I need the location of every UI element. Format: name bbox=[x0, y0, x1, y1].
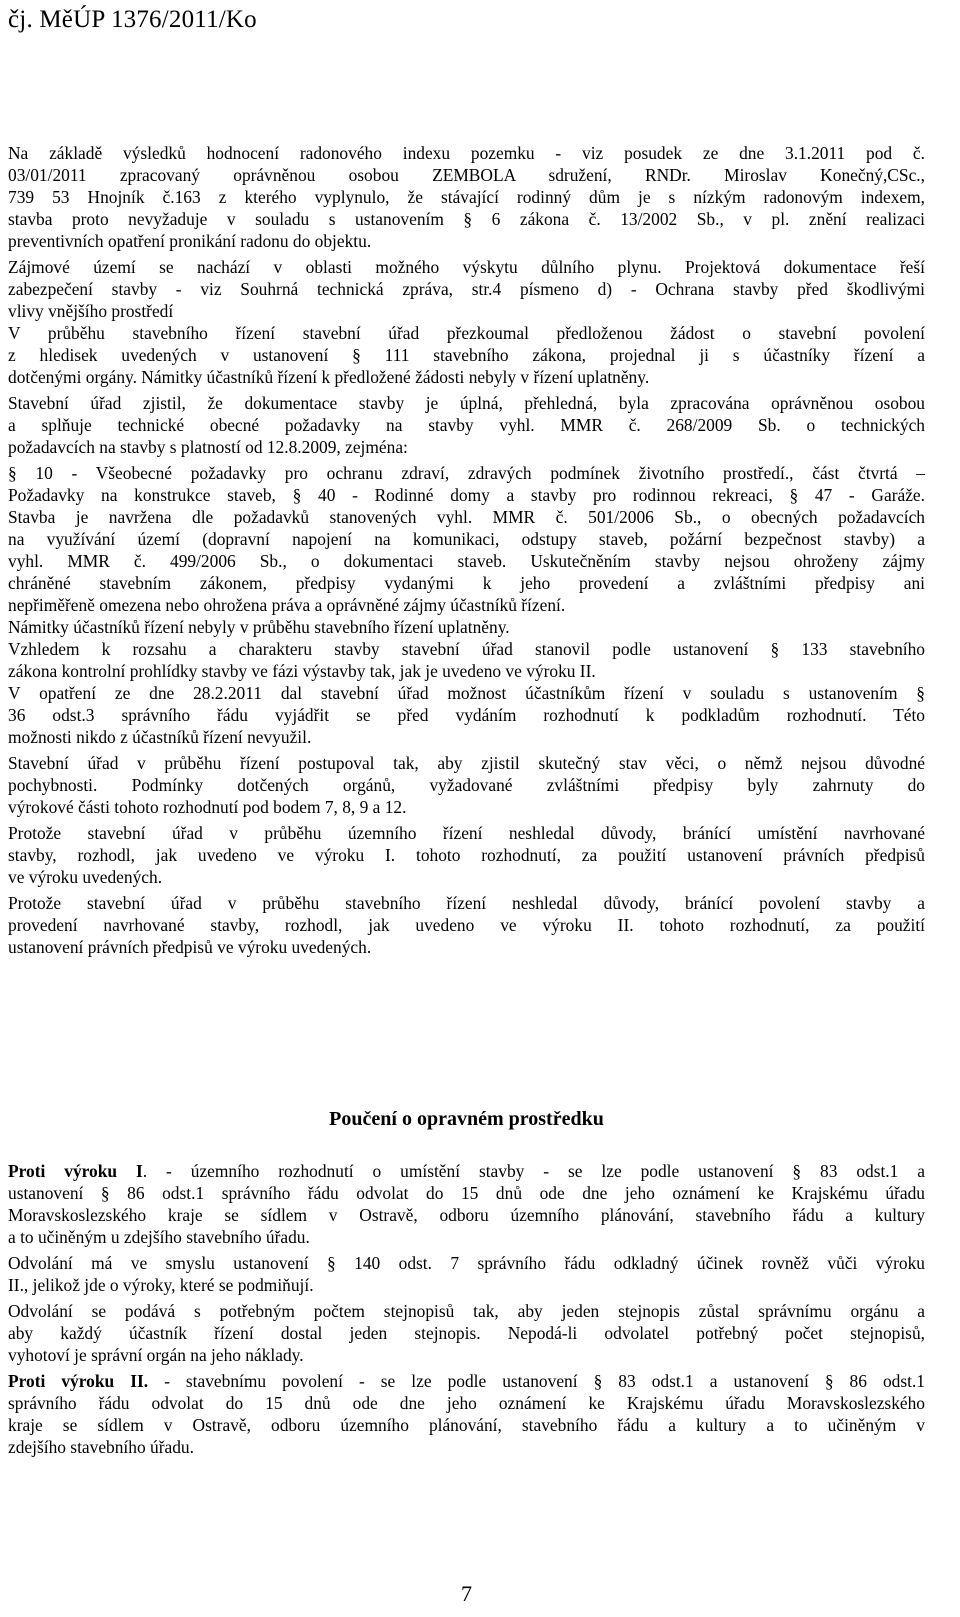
text-line bbox=[8, 208, 925, 230]
line-text: . - územního rozhodnutí o umístění stavby - se lze podle ustanovení § 83 odst.1 a bbox=[142, 1161, 925, 1181]
text-line bbox=[8, 726, 925, 748]
text-line bbox=[8, 1392, 925, 1414]
text-line bbox=[8, 914, 925, 936]
line-text: chráněné stavebním zákonem, předpisy vydanými k jeho provedení a zvláštními předpisy ani bbox=[8, 573, 925, 593]
line-text: - stavebnímu povolení - se lze podle ustanovení § 83 odst.1 a ustanovení § 86 odst.1 bbox=[148, 1371, 925, 1391]
line-text: ustanovení právních předpisů ve výroku uvedených. bbox=[8, 937, 372, 957]
text-line bbox=[8, 638, 925, 660]
line-text: Protože stavební úřad v průběhu územního řízení neshledal důvody, bránící umístění navrhované bbox=[8, 823, 925, 843]
text-line bbox=[8, 704, 925, 726]
bold-lead: Proti výroku I bbox=[8, 1161, 143, 1181]
line-text: výrokové části tohoto rozhodnutí pod bodem 7, 8, 9 a 12. bbox=[8, 797, 407, 817]
text-line bbox=[8, 1414, 925, 1436]
text-line bbox=[8, 186, 925, 208]
text-line bbox=[8, 1322, 925, 1344]
text-line bbox=[8, 936, 925, 958]
text-line bbox=[8, 1344, 925, 1366]
text-line bbox=[8, 1204, 925, 1226]
line-text: na využívání území (dopravní napojení na komunikaci, odstupy staveb, požární bezpečnost stavby) a bbox=[8, 529, 925, 549]
text-line bbox=[8, 1370, 925, 1392]
line-text: Odvolání má ve smyslu ustanovení § 140 odst. 7 správního řádu odkladný účinek rovněž vůči výroku bbox=[8, 1253, 925, 1273]
line-text: Moravskoslezského kraje se sídlem v Ostravě, odboru územního plánování, stavebního řádu a kultury bbox=[8, 1205, 925, 1225]
text-line bbox=[8, 1436, 925, 1458]
text-line bbox=[8, 344, 925, 366]
line-text: a to učiněným u zdejšího stavebního úřadu. bbox=[8, 1227, 310, 1247]
line-text: Stavební úřad zjistil, že dokumentace stavby je úplná, přehledná, byla zpracována oprávněnou osobou bbox=[8, 393, 925, 413]
text-line bbox=[8, 230, 925, 252]
line-text: vyhotoví je správní orgán na jeho náklady. bbox=[8, 1345, 304, 1365]
line-text: Na základě výsledků hodnocení radonového indexu pozemku - viz posudek ze dne 3.1.2011 pod č. bbox=[8, 143, 925, 163]
text-line bbox=[8, 866, 925, 888]
line-text: požadavcích na stavby s platností od 12.8.2009, zejména: bbox=[8, 437, 408, 457]
text-line bbox=[8, 796, 925, 818]
text-line bbox=[8, 660, 925, 682]
text-line bbox=[8, 822, 925, 844]
text-line bbox=[8, 1160, 925, 1182]
line-text: stavba proto nevyžaduje v souladu s ustanovením § 6 zákona č. 13/2002 Sb., v pl. znění realizaci bbox=[8, 209, 925, 229]
text-line bbox=[8, 256, 925, 278]
line-text: a splňuje technické obecné požadavky na stavby vyhl. MMR č. 268/2009 Sb. o technických bbox=[8, 415, 925, 435]
line-text: V průběhu stavebního řízení stavební úřad přezkoumal předloženou žádost o stavební povolení bbox=[8, 323, 925, 343]
text-line bbox=[8, 752, 925, 774]
line-text: nepřiměřeně omezena nebo ohrožena práva a oprávněné zájmy účastníků řízení. bbox=[8, 595, 566, 615]
text-line bbox=[8, 1226, 925, 1248]
line-text: 739 53 Hnojník č.163 z kterého vyplynulo, že stávající rodinný dům je s nízkým radonovým indexem, bbox=[8, 187, 925, 207]
text-line bbox=[8, 1300, 925, 1322]
line-text: aby každý účastník řízení dostal jeden stejnopis. Nepodá-li odvolatel potřebný počet stejnopisů, bbox=[8, 1323, 925, 1343]
line-text: § 10 - Všeobecné požadavky pro ochranu zdraví, zdravých podmínek životního prostředí., část čtvrtá – bbox=[8, 463, 925, 483]
line-text: vyhl. MMR č. 499/2006 Sb., o dokumentaci staveb. Uskutečněním stavby nejsou ohroženy zájmy bbox=[8, 551, 925, 571]
text-line bbox=[8, 1182, 925, 1204]
text-line bbox=[8, 844, 925, 866]
line-text: preventivních opatření pronikání radonu do objektu. bbox=[8, 231, 372, 251]
line-text: ve výroku uvedených. bbox=[8, 867, 163, 887]
line-text: stavby, rozhodl, jak uvedeno ve výroku I. tohoto rozhodnutí, za použití ustanovení právních předpisů bbox=[8, 845, 925, 865]
line-text: Stavební úřad v průběhu řízení postupoval tak, aby zjistil skutečný stav věci, o němž nejsou důvodné bbox=[8, 753, 925, 773]
line-text: správního řádu odvolat do 15 dnů ode dne jeho oznámení ke Krajskému úřadu Moravskoslezského bbox=[8, 1393, 925, 1413]
text-line bbox=[8, 528, 925, 550]
text-line bbox=[8, 506, 925, 528]
text-line bbox=[8, 278, 925, 300]
line-text: zdejšího stavebního úřadu. bbox=[8, 1437, 194, 1457]
text-line bbox=[8, 414, 925, 436]
text-line bbox=[8, 1252, 925, 1274]
line-text: zabezpečení stavby - viz Souhrná technická zpráva, str.4 písmeno d) - Ochrana stavby před škodlivými bbox=[8, 279, 925, 299]
line-text: Stavba je navržena dle požadavků stanovených vyhl. MMR č. 501/2006 Sb., o obecných požadavcích bbox=[8, 507, 925, 527]
section-heading: Poučení o opravném prostředku bbox=[329, 1108, 604, 1130]
text-line bbox=[8, 682, 925, 704]
line-text: Námitky účastníků řízení nebyly v průběhu stavebního řízení uplatněny. bbox=[8, 617, 510, 637]
text-line bbox=[8, 392, 925, 414]
text-line bbox=[8, 774, 925, 796]
line-text: dotčenými orgány. Námitky účastníků řízení k předložené žádosti nebyly v řízení uplatněny. bbox=[8, 367, 650, 387]
line-text: 03/01/2011 zpracovaný oprávněnou osobou ZEMBOLA sdružení, RNDr. Miroslav Konečný,CSc., bbox=[8, 165, 925, 185]
line-text: II., jelikož jde o výroky, které se podmiňují. bbox=[8, 1275, 314, 1295]
line-text: možnosti nikdo z účastníků řízení nevyužil. bbox=[8, 727, 312, 747]
line-text: z hledisek uvedených v ustanovení § 111 stavebního zákona, projednal ji s účastníky řízení a bbox=[8, 345, 925, 365]
line-text: V opatření ze dne 28.2.2011 dal stavební úřad možnost účastníkům řízení v souladu s ustanovením § bbox=[8, 683, 925, 703]
text-line bbox=[8, 322, 925, 344]
text-line bbox=[8, 892, 925, 914]
line-text: zákona kontrolní prohlídky stavby ve fázi výstavby tak, jak je uvedeno ve výroku II. bbox=[8, 661, 596, 681]
line-text: ustanovení § 86 odst.1 správního řádu odvolat do 15 dnů ode dne jeho oznámení ke Krajskému úřadu bbox=[8, 1183, 925, 1203]
line-text: pochybnosti. Podmínky dotčených orgánů, vyžadované zvláštními předpisy byly zahrnuty do bbox=[8, 775, 925, 795]
line-text: Požadavky na konstrukce staveb, § 40 - Rodinné domy a stavby pro rodinnou rekreaci, § 47 - Garáže. bbox=[8, 485, 925, 505]
bold-lead: Proti výroku II. bbox=[8, 1371, 149, 1391]
document-reference: čj. MěÚP 1376/2011/Ko bbox=[8, 6, 257, 33]
text-line bbox=[8, 366, 925, 388]
text-line bbox=[8, 572, 925, 594]
text-line bbox=[8, 164, 925, 186]
line-text: Zájmové území se nachází v oblasti možného výskytu důlního plynu. Projektová dokumentace řeší bbox=[8, 257, 925, 277]
line-text: Vzhledem k rozsahu a charakteru stavby stavební úřad stanovil podle ustanovení § 133 stavebního bbox=[8, 639, 925, 659]
line-text: provedení navrhované stavby, rozhodl, jak uvedeno ve výroku II. tohoto rozhodnutí, za použití bbox=[8, 915, 925, 935]
text-line bbox=[8, 300, 925, 322]
text-line bbox=[8, 616, 925, 638]
line-text: kraje se sídlem v Ostravě, odboru územního plánování, stavebního řádu a kultury a to učiněným v bbox=[8, 1415, 925, 1435]
text-line bbox=[8, 436, 925, 458]
text-line bbox=[8, 550, 925, 572]
line-text: 36 odst.3 správního řádu vyjádřit se před vydáním rozhodnutí k podkladům rozhodnutí. Této bbox=[8, 705, 925, 725]
page-number: 7 bbox=[461, 1581, 472, 1606]
line-text: Odvolání se podává s potřebným počtem stejnopisů tak, aby jeden stejnopis zůstal správnímu orgánu a bbox=[8, 1301, 925, 1321]
text-line bbox=[8, 462, 925, 484]
text-line bbox=[8, 142, 925, 164]
text-line bbox=[8, 1274, 925, 1296]
text-line bbox=[8, 594, 925, 616]
line-text: Protože stavební úřad v průběhu stavebního řízení neshledal důvody, bránící povolení stavby a bbox=[8, 893, 925, 913]
line-text: vlivy vnějšího prostředí bbox=[8, 301, 174, 321]
text-line bbox=[8, 484, 925, 506]
